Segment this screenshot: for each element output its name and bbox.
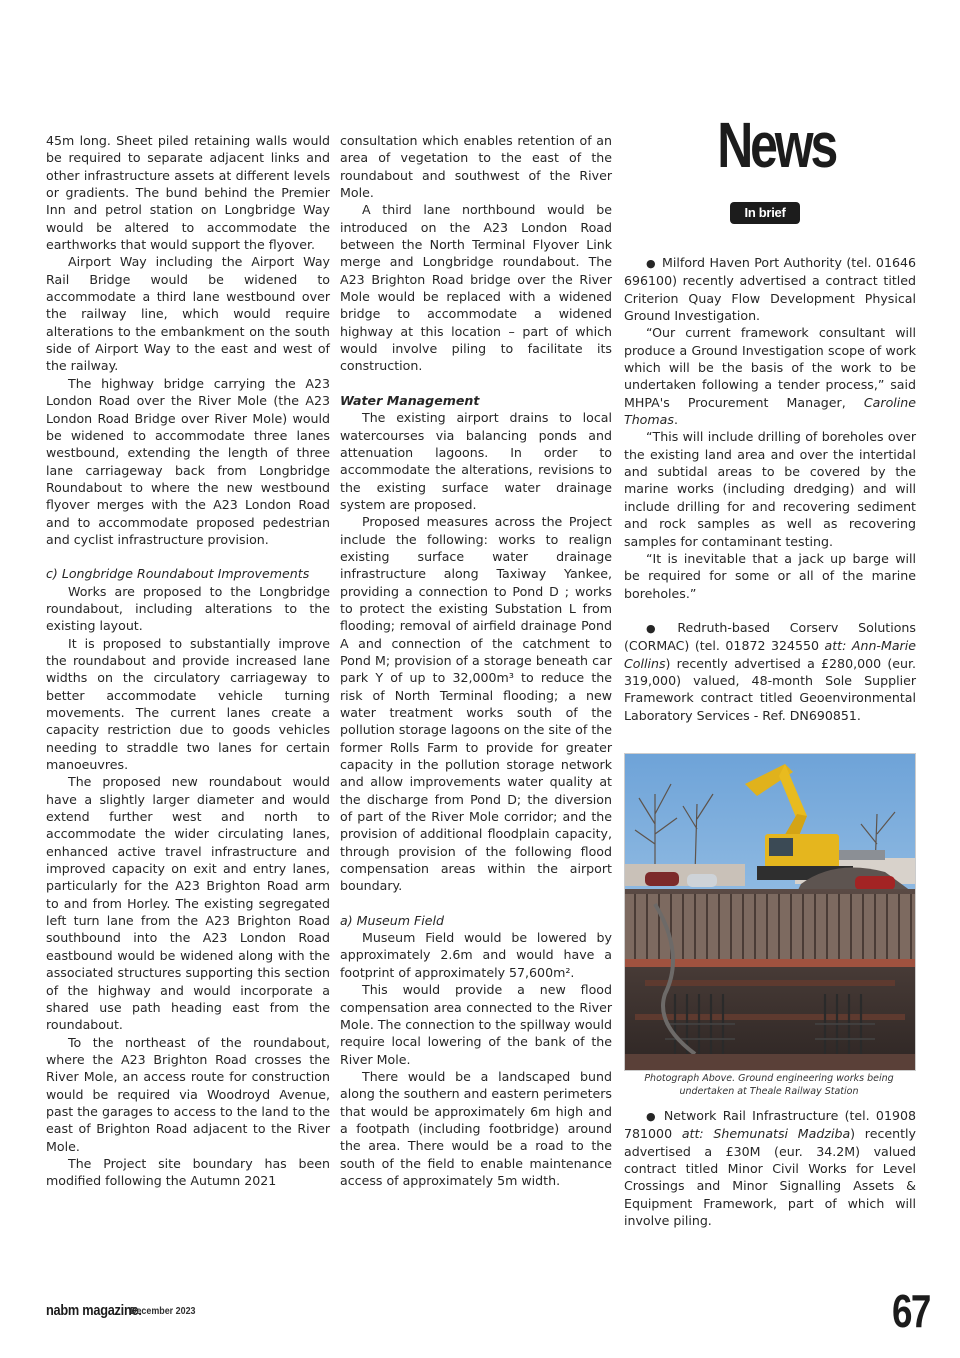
paragraph: To the northeast of the roundabout, where the A23 Brighton Road crosses the River Mole, an access route for construction would be required via Woodroyd Avenue, past the garages to access to the land to the east of Brighton Road adjacent to the River Mole. xyxy=(46,1034,330,1154)
article-column-1 xyxy=(46,132,330,1190)
text: ) recently advertised a £30M (eur. 34.2M) valued contract titled Minor Civil Works for Level Crossings and Minor Signalling Assets & Equipment Framework, part of which will involve piling. xyxy=(624,1126,916,1229)
paragraph: Proposed measures across the Project include the following: works to realign existing surface water drainage infrastructure along Taxiway Yankee, providing a connection to Pond D ; works to protect the existing Substation L from flooding; removal of airfield drainage Pond A and connection of the catchment to Pond M; provision of a storage beneath car park Y of up to 32,000m³ to reduce the risk of North Terminal flooding; a new water treatment works south of the pollution storage lagoons on the site of the former Rolls Farm to provide for greater capacity in the pollution storage network and allow improvements water quality at the discharge from Pond D; the diversion of part of the River Mole corridor; and the provision of additional floodplain capacity, through provision of the following flood compensation areas within the airport boundary. xyxy=(340,514,612,894)
news-item-paragraph xyxy=(624,619,916,724)
paragraph: The highway bridge carrying the A23 London Road over the River Mole (the A23 London Road Bridge over River Mole) would be widened to accommodate three lanes westbound, extending the length of three lane carriageway back from Longbridge Roundabout to where the new westbound flyover merges with the A23 London Road and to accommodate proposed pedestrian and cyclist infrastructure provision. xyxy=(46,375,330,547)
text: ) recently advertised a £280,000 (eur. 319,000) valued, 48-month Sole Supplier Framework contract titled Geoenvironmental Laboratory Services - Ref. DN690851. xyxy=(624,655,916,723)
contact-name: att: Shemunatsi Madziba xyxy=(681,1126,851,1142)
text: “Our current framework consultant will produce a Ground Investigation scope of work which will be the basis of the work to be undertaken following a tender process,” said MHPA's Procurement Manager, xyxy=(624,325,916,410)
news-column-continued xyxy=(624,1107,916,1229)
page-number: 67 xyxy=(892,1285,930,1337)
person-name: Caroline Thomas xyxy=(624,394,916,428)
paragraph: It is proposed to substantially improve the roundabout and provide increased lane widths on the circulatory carriageway to better accommodate vehicle turning movements. The current lanes create a capacity restriction due to goods vehicles needing to straddle two lanes for certain manoeuvres. xyxy=(46,635,330,773)
photo-caption: Photograph Above. Ground engineering works being undertaken at Theale Railway Station xyxy=(644,1073,894,1097)
paragraph: This would provide a new flood compensation area connected to the River Mole. The connection to the spillway would require local lowering of the bank of the River Mole. xyxy=(340,982,612,1067)
issue-date: December 2023 xyxy=(130,1305,196,1317)
text: Redruth-based Corserv Solutions (CORMAC) (tel. 01872 324550 xyxy=(624,619,916,654)
in-brief-badge: In brief xyxy=(730,202,800,224)
text: Network Rail Infrastructure (tel. 01908 781000 xyxy=(624,1108,916,1142)
paragraph: The existing airport drains to local watercourses via balancing ponds and attenuation lagoons. In order to accommodate the alterations, revisions to the existing surface water drainage system are proposed. xyxy=(340,410,612,512)
paragraph: Works are proposed to the Longbridge roundabout, including alterations to the existing layout. xyxy=(46,583,330,634)
news-item-paragraph: “It is inevitable that a jack up barge will be required for some or all of the marine boreholes.” xyxy=(624,550,916,601)
paragraph: Museum Field would be lowered by approximately 2.6m and would have a footprint of approximately 57,600m². xyxy=(340,930,612,980)
news-item-paragraph: ● Milford Haven Port Authority (tel. 01646 696100) recently advertised a contract titled Criterion Quay Flow Development Physical Ground Investigation. xyxy=(624,254,916,324)
paragraph: A third lane northbound would be introduced on the A23 London Road between the North Terminal Flyover Link merge and Longbridge roundabout. The A23 Brighton Road bridge over the River Mole would be replaced with a widened bridge to accommodate a widened highway at this location – part of which would involve piling to facilitate its construction. xyxy=(340,202,612,374)
section-title: News xyxy=(717,109,836,181)
paragraph: The proposed new roundabout would have a slightly larger diameter and would extend further west and north to accommodate the wider circulating lanes, enhanced active travel infrastructure and improved capacity on exit and entry lanes, particularly for the A23 Brighton Road arm to and from Horley. The existing segregated left turn lane from the A23 Brighton Road southbound into the A23 London Road eastbound would be widened along with the associated structures supporting this section of the highway and would incorporate a shared use path heading east from the roundabout. xyxy=(46,774,330,1033)
paragraph: 45m long. Sheet piled retaining walls would be required to separate adjacent links and other infrastructure assets at different levels or gradients. The bund behind the Premier Inn and petrol station on Longbridge Way would be altered to accommodate the earthworks that would support the flyover. xyxy=(46,133,330,253)
subheading: a) Museum Field xyxy=(340,912,445,928)
news-item-paragraph xyxy=(624,324,916,428)
news-item-paragraph: “This will include drilling of boreholes over the existing land area and over the intertidal and subtidal areas to be covered by the marine works (including dredging) and will include drilling for and recovering sediment and rock samples as well as recovering samples for contaminant testing. xyxy=(624,429,916,549)
subheading: Water Management xyxy=(340,392,480,408)
news-column xyxy=(624,254,916,724)
article-column-2 xyxy=(340,132,612,1189)
paragraph: consultation which enables retention of an area of vegetation to the east of the roundabout and southwest of the River Mole. xyxy=(340,133,612,201)
paragraph: Airport Way including the Airport Way Rail Bridge would be widened to accommodate a third lane westbound over the railway line, which would require alterations to the embankment on the south side of Airport Way to the east and west of the railway. xyxy=(46,254,330,374)
subheading: c) Longbridge Roundabout Improvements xyxy=(46,566,310,582)
text: . xyxy=(673,412,678,428)
news-item-paragraph xyxy=(624,1107,916,1229)
construction-photo xyxy=(624,753,916,1071)
contact-name: att: Ann-Marie Collins xyxy=(624,638,916,671)
magazine-name: nabm magazine. xyxy=(46,1302,142,1319)
paragraph: There would be a landscaped bund along the southern and eastern perimeters that would be approximately 6m high and a footpath (including footbridge) around the area. There would be a road to the south of the field to enable maintenance access of approximately 5m width. xyxy=(340,1068,612,1188)
paragraph: The Project site boundary has been modified following the Autumn 2021 xyxy=(46,1155,330,1189)
